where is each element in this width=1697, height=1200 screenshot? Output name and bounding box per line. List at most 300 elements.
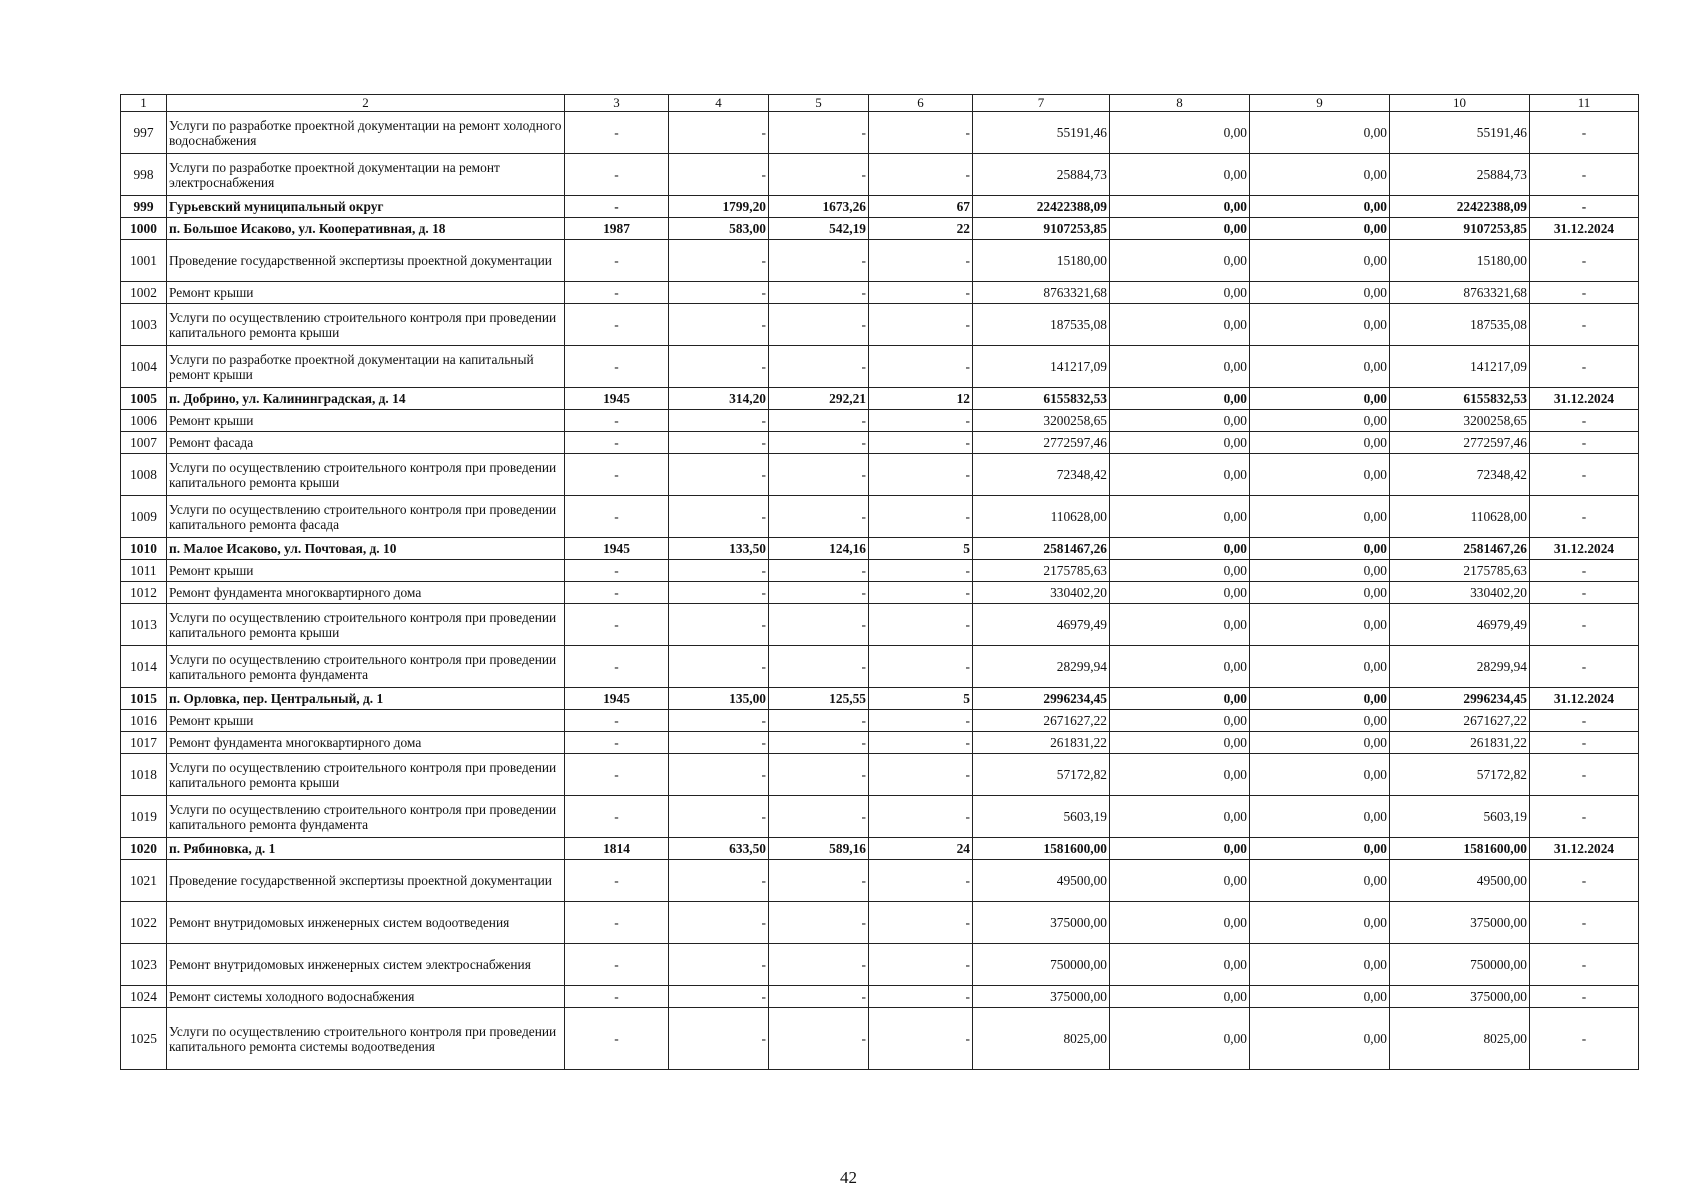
row-number-cell: 1024 [121, 986, 167, 1008]
col8-cost-cell: 0,00 [1110, 796, 1250, 838]
deadline-cell: - [1530, 196, 1639, 218]
year-cell: 1945 [565, 688, 669, 710]
deadline-cell: - [1530, 410, 1639, 432]
residents-cell: - [869, 496, 973, 538]
col8-cost-cell: 0,00 [1110, 196, 1250, 218]
col9-cost-cell: 0,00 [1250, 346, 1390, 388]
col8-cost-cell: 0,00 [1110, 944, 1250, 986]
col8-cost-cell: 0,00 [1110, 646, 1250, 688]
total-area-cell: - [669, 410, 769, 432]
residents-cell: - [869, 432, 973, 454]
total-cost-cell: 25884,73 [973, 154, 1110, 196]
residents-cell: - [869, 944, 973, 986]
total-cost-cell: 141217,09 [973, 346, 1110, 388]
year-cell: - [565, 1008, 669, 1070]
work-name-cell: Услуги по разработке проектной документации на ремонт холодного водоснабжения [167, 112, 565, 154]
row-number-cell: 1017 [121, 732, 167, 754]
total-cost-cell: 8763321,68 [973, 282, 1110, 304]
table-row [121, 496, 1639, 538]
deadline-cell: - [1530, 240, 1639, 282]
col8-cost-cell: 0,00 [1110, 346, 1250, 388]
year-cell: 1814 [565, 838, 669, 860]
living-area-cell: - [769, 732, 869, 754]
row-number-cell: 1001 [121, 240, 167, 282]
header-row [121, 95, 1639, 112]
row-number-cell: 1022 [121, 902, 167, 944]
residents-cell: - [869, 346, 973, 388]
col10-cost-cell: 55191,46 [1390, 112, 1530, 154]
col8-cost-cell: 0,00 [1110, 154, 1250, 196]
col10-cost-cell: 28299,94 [1390, 646, 1530, 688]
col9-cost-cell: 0,00 [1250, 454, 1390, 496]
deadline-cell: - [1530, 796, 1639, 838]
col9-cost-cell: 0,00 [1250, 432, 1390, 454]
col10-cost-cell: 49500,00 [1390, 860, 1530, 902]
year-cell: - [565, 454, 669, 496]
table-row [121, 582, 1639, 604]
row-number-cell: 1007 [121, 432, 167, 454]
col10-cost-cell: 46979,49 [1390, 604, 1530, 646]
col8-cost-cell: 0,00 [1110, 538, 1250, 560]
row-number-cell: 1025 [121, 1008, 167, 1070]
col10-cost-cell: 187535,08 [1390, 304, 1530, 346]
row-number-cell: 1014 [121, 646, 167, 688]
table-row [121, 986, 1639, 1008]
row-number-cell: 1011 [121, 560, 167, 582]
year-cell: - [565, 112, 669, 154]
work-name-cell: Гурьевский муниципальный округ [167, 196, 565, 218]
total-area-cell: - [669, 1008, 769, 1070]
work-name-cell: Ремонт крыши [167, 710, 565, 732]
col9-cost-cell: 0,00 [1250, 282, 1390, 304]
col10-cost-cell: 15180,00 [1390, 240, 1530, 282]
col10-cost-cell: 2671627,22 [1390, 710, 1530, 732]
col9-cost-cell: 0,00 [1250, 388, 1390, 410]
col9-cost-cell: 0,00 [1250, 560, 1390, 582]
table-row [121, 796, 1639, 838]
row-number-cell: 997 [121, 112, 167, 154]
total-cost-cell: 2581467,26 [973, 538, 1110, 560]
year-cell: 1987 [565, 218, 669, 240]
living-area-cell: - [769, 1008, 869, 1070]
col10-cost-cell: 2772597,46 [1390, 432, 1530, 454]
header-cell: 11 [1530, 95, 1639, 112]
col10-cost-cell: 141217,09 [1390, 346, 1530, 388]
col9-cost-cell: 0,00 [1250, 304, 1390, 346]
total-cost-cell: 22422388,09 [973, 196, 1110, 218]
year-cell: - [565, 346, 669, 388]
work-name-cell: Услуги по осуществлению строительного контроля при проведении капитального ремонта крыши [167, 454, 565, 496]
row-number-cell: 1006 [121, 410, 167, 432]
total-cost-cell: 261831,22 [973, 732, 1110, 754]
header-cell: 8 [1110, 95, 1250, 112]
residents-cell: - [869, 1008, 973, 1070]
header-cell: 7 [973, 95, 1110, 112]
work-name-cell: Проведение государственной экспертизы проектной документации [167, 240, 565, 282]
living-area-cell: - [769, 944, 869, 986]
total-area-cell: 633,50 [669, 838, 769, 860]
deadline-cell: - [1530, 496, 1639, 538]
row-number-cell: 1000 [121, 218, 167, 240]
year-cell: - [565, 646, 669, 688]
col9-cost-cell: 0,00 [1250, 838, 1390, 860]
table-row [121, 732, 1639, 754]
total-area-cell: - [669, 346, 769, 388]
table-row [121, 454, 1639, 496]
deadline-cell: - [1530, 646, 1639, 688]
year-cell: - [565, 860, 669, 902]
col9-cost-cell: 0,00 [1250, 240, 1390, 282]
residents-cell: - [869, 154, 973, 196]
header-cell: 5 [769, 95, 869, 112]
header-cell: 9 [1250, 95, 1390, 112]
col8-cost-cell: 0,00 [1110, 240, 1250, 282]
year-cell: 1945 [565, 538, 669, 560]
row-number-cell: 998 [121, 154, 167, 196]
total-cost-cell: 2996234,45 [973, 688, 1110, 710]
row-number-cell: 1023 [121, 944, 167, 986]
deadline-cell: - [1530, 154, 1639, 196]
deadline-cell: - [1530, 902, 1639, 944]
residents-cell: - [869, 732, 973, 754]
total-area-cell: - [669, 604, 769, 646]
total-cost-cell: 55191,46 [973, 112, 1110, 154]
col9-cost-cell: 0,00 [1250, 902, 1390, 944]
deadline-cell: - [1530, 986, 1639, 1008]
col9-cost-cell: 0,00 [1250, 582, 1390, 604]
living-area-cell: 542,19 [769, 218, 869, 240]
header-cell: 4 [669, 95, 769, 112]
living-area-cell: 1673,26 [769, 196, 869, 218]
living-area-cell: 292,21 [769, 388, 869, 410]
col9-cost-cell: 0,00 [1250, 646, 1390, 688]
table-row [121, 154, 1639, 196]
col9-cost-cell: 0,00 [1250, 754, 1390, 796]
col9-cost-cell: 0,00 [1250, 986, 1390, 1008]
work-name-cell: Услуги по осуществлению строительного контроля при проведении капитального ремонта крыши [167, 754, 565, 796]
living-area-cell: - [769, 604, 869, 646]
table-row [121, 710, 1639, 732]
living-area-cell: - [769, 986, 869, 1008]
living-area-cell: - [769, 710, 869, 732]
residents-cell: - [869, 112, 973, 154]
total-cost-cell: 187535,08 [973, 304, 1110, 346]
col10-cost-cell: 2175785,63 [1390, 560, 1530, 582]
col10-cost-cell: 22422388,09 [1390, 196, 1530, 218]
residents-cell: - [869, 282, 973, 304]
deadline-cell: 31.12.2024 [1530, 218, 1639, 240]
table-row [121, 410, 1639, 432]
total-area-cell: - [669, 986, 769, 1008]
total-area-cell: - [669, 646, 769, 688]
living-area-cell: - [769, 754, 869, 796]
deadline-cell: - [1530, 432, 1639, 454]
header-cell: 3 [565, 95, 669, 112]
deadline-cell: - [1530, 604, 1639, 646]
col9-cost-cell: 0,00 [1250, 218, 1390, 240]
deadline-cell: - [1530, 346, 1639, 388]
total-area-cell: 133,50 [669, 538, 769, 560]
table-row [121, 646, 1639, 688]
col10-cost-cell: 330402,20 [1390, 582, 1530, 604]
year-cell: - [565, 560, 669, 582]
col10-cost-cell: 8763321,68 [1390, 282, 1530, 304]
residents-cell: - [869, 902, 973, 944]
col10-cost-cell: 3200258,65 [1390, 410, 1530, 432]
deadline-cell: - [1530, 732, 1639, 754]
year-cell: - [565, 604, 669, 646]
work-name-cell: Услуги по разработке проектной документации на ремонт электроснабжения [167, 154, 565, 196]
year-cell: - [565, 754, 669, 796]
work-name-cell: Ремонт фасада [167, 432, 565, 454]
work-name-cell: Ремонт крыши [167, 560, 565, 582]
row-number-cell: 1002 [121, 282, 167, 304]
total-area-cell: - [669, 454, 769, 496]
col9-cost-cell: 0,00 [1250, 604, 1390, 646]
work-name-cell: Ремонт фундамента многоквартирного дома [167, 732, 565, 754]
total-area-cell: - [669, 560, 769, 582]
col8-cost-cell: 0,00 [1110, 432, 1250, 454]
total-cost-cell: 46979,49 [973, 604, 1110, 646]
table-row [121, 240, 1639, 282]
deadline-cell: 31.12.2024 [1530, 838, 1639, 860]
year-cell: - [565, 944, 669, 986]
total-cost-cell: 330402,20 [973, 582, 1110, 604]
total-cost-cell: 375000,00 [973, 902, 1110, 944]
year-cell: - [565, 196, 669, 218]
col8-cost-cell: 0,00 [1110, 582, 1250, 604]
deadline-cell: - [1530, 1008, 1639, 1070]
header-cell: 1 [121, 95, 167, 112]
living-area-cell: - [769, 154, 869, 196]
living-area-cell: - [769, 454, 869, 496]
table-row [121, 304, 1639, 346]
work-name-cell: п. Добрино, ул. Калининградская, д. 14 [167, 388, 565, 410]
col10-cost-cell: 72348,42 [1390, 454, 1530, 496]
table-row [121, 282, 1639, 304]
row-number-cell: 1019 [121, 796, 167, 838]
total-cost-cell: 6155832,53 [973, 388, 1110, 410]
row-number-cell: 1012 [121, 582, 167, 604]
row-number-cell: 1020 [121, 838, 167, 860]
residents-cell: - [869, 582, 973, 604]
work-name-cell: Услуги по осуществлению строительного контроля при проведении капитального ремонта крыши [167, 304, 565, 346]
work-name-cell: п. Большое Исаково, ул. Кооперативная, д. 18 [167, 218, 565, 240]
table-row [121, 432, 1639, 454]
total-cost-cell: 5603,19 [973, 796, 1110, 838]
table-row [121, 944, 1639, 986]
residents-cell: - [869, 796, 973, 838]
col9-cost-cell: 0,00 [1250, 1008, 1390, 1070]
col9-cost-cell: 0,00 [1250, 732, 1390, 754]
col10-cost-cell: 57172,82 [1390, 754, 1530, 796]
col10-cost-cell: 110628,00 [1390, 496, 1530, 538]
table-row [121, 538, 1639, 560]
col10-cost-cell: 9107253,85 [1390, 218, 1530, 240]
total-cost-cell: 2671627,22 [973, 710, 1110, 732]
col8-cost-cell: 0,00 [1110, 732, 1250, 754]
living-area-cell: - [769, 796, 869, 838]
year-cell: - [565, 410, 669, 432]
row-number-cell: 1003 [121, 304, 167, 346]
header-cell: 10 [1390, 95, 1530, 112]
living-area-cell: - [769, 112, 869, 154]
row-number-cell: 1018 [121, 754, 167, 796]
works-table [120, 94, 1639, 1070]
total-area-cell: - [669, 240, 769, 282]
total-cost-cell: 110628,00 [973, 496, 1110, 538]
deadline-cell: - [1530, 112, 1639, 154]
col8-cost-cell: 0,00 [1110, 218, 1250, 240]
living-area-cell: - [769, 560, 869, 582]
deadline-cell: - [1530, 710, 1639, 732]
residents-cell: - [869, 710, 973, 732]
residents-cell: - [869, 986, 973, 1008]
col8-cost-cell: 0,00 [1110, 388, 1250, 410]
work-name-cell: Проведение государственной экспертизы проектной документации [167, 860, 565, 902]
year-cell: - [565, 582, 669, 604]
row-number-cell: 1015 [121, 688, 167, 710]
living-area-cell: - [769, 646, 869, 688]
col9-cost-cell: 0,00 [1250, 688, 1390, 710]
work-name-cell: Ремонт системы холодного водоснабжения [167, 986, 565, 1008]
row-number-cell: 1009 [121, 496, 167, 538]
table-row [121, 902, 1639, 944]
living-area-cell: - [769, 496, 869, 538]
row-number-cell: 1013 [121, 604, 167, 646]
col8-cost-cell: 0,00 [1110, 1008, 1250, 1070]
total-area-cell: - [669, 304, 769, 346]
work-name-cell: Услуги по осуществлению строительного контроля при проведении капитального ремонта фундамента [167, 646, 565, 688]
col9-cost-cell: 0,00 [1250, 944, 1390, 986]
residents-cell: - [869, 240, 973, 282]
col10-cost-cell: 2581467,26 [1390, 538, 1530, 560]
living-area-cell: - [769, 410, 869, 432]
total-cost-cell: 72348,42 [973, 454, 1110, 496]
table-row [121, 1008, 1639, 1070]
work-name-cell: п. Орловка, пер. Центральный, д. 1 [167, 688, 565, 710]
table-row [121, 838, 1639, 860]
row-number-cell: 1004 [121, 346, 167, 388]
deadline-cell: - [1530, 944, 1639, 986]
col9-cost-cell: 0,00 [1250, 196, 1390, 218]
table-row [121, 560, 1639, 582]
total-cost-cell: 9107253,85 [973, 218, 1110, 240]
total-cost-cell: 15180,00 [973, 240, 1110, 282]
residents-cell: - [869, 860, 973, 902]
year-cell: - [565, 496, 669, 538]
col10-cost-cell: 5603,19 [1390, 796, 1530, 838]
row-number-cell: 1008 [121, 454, 167, 496]
total-area-cell: - [669, 154, 769, 196]
col8-cost-cell: 0,00 [1110, 560, 1250, 582]
deadline-cell: - [1530, 454, 1639, 496]
total-area-cell: 135,00 [669, 688, 769, 710]
year-cell: - [565, 154, 669, 196]
col9-cost-cell: 0,00 [1250, 112, 1390, 154]
residents-cell: 22 [869, 218, 973, 240]
total-area-cell: - [669, 860, 769, 902]
living-area-cell: - [769, 860, 869, 902]
total-area-cell: 583,00 [669, 218, 769, 240]
total-cost-cell: 2175785,63 [973, 560, 1110, 582]
work-name-cell: п. Рябиновка, д. 1 [167, 838, 565, 860]
col8-cost-cell: 0,00 [1110, 902, 1250, 944]
living-area-cell: 589,16 [769, 838, 869, 860]
living-area-cell: - [769, 902, 869, 944]
col9-cost-cell: 0,00 [1250, 538, 1390, 560]
living-area-cell: 125,55 [769, 688, 869, 710]
living-area-cell: - [769, 432, 869, 454]
row-number-cell: 1016 [121, 710, 167, 732]
total-area-cell: - [669, 112, 769, 154]
work-name-cell: Ремонт внутридомовых инженерных систем водоотведения [167, 902, 565, 944]
work-name-cell: Услуги по осуществлению строительного контроля при проведении капитального ремонта фундамента [167, 796, 565, 838]
total-area-cell: 314,20 [669, 388, 769, 410]
residents-cell: 12 [869, 388, 973, 410]
page-number: 42 [840, 1168, 857, 1187]
col8-cost-cell: 0,00 [1110, 604, 1250, 646]
year-cell: - [565, 282, 669, 304]
deadline-cell: - [1530, 860, 1639, 902]
year-cell: - [565, 732, 669, 754]
residents-cell: 5 [869, 688, 973, 710]
table-row [121, 346, 1639, 388]
total-area-cell: - [669, 732, 769, 754]
residents-cell: - [869, 560, 973, 582]
year-cell: 1945 [565, 388, 669, 410]
total-area-cell: - [669, 710, 769, 732]
work-name-cell: Услуги по осуществлению строительного контроля при проведении капитального ремонта крыши [167, 604, 565, 646]
deadline-cell: 31.12.2024 [1530, 688, 1639, 710]
total-area-cell: - [669, 582, 769, 604]
total-cost-cell: 28299,94 [973, 646, 1110, 688]
col8-cost-cell: 0,00 [1110, 986, 1250, 1008]
total-area-cell: - [669, 796, 769, 838]
table-row [121, 388, 1639, 410]
total-area-cell: 1799,20 [669, 196, 769, 218]
work-name-cell: Услуги по осуществлению строительного контроля при проведении капитального ремонта системы водоотведения [167, 1008, 565, 1070]
living-area-cell: - [769, 282, 869, 304]
total-cost-cell: 1581600,00 [973, 838, 1110, 860]
col10-cost-cell: 25884,73 [1390, 154, 1530, 196]
col8-cost-cell: 0,00 [1110, 112, 1250, 154]
year-cell: - [565, 240, 669, 282]
total-cost-cell: 8025,00 [973, 1008, 1110, 1070]
col10-cost-cell: 6155832,53 [1390, 388, 1530, 410]
table-row [121, 218, 1639, 240]
year-cell: - [565, 986, 669, 1008]
col10-cost-cell: 8025,00 [1390, 1008, 1530, 1070]
table-row [121, 860, 1639, 902]
deadline-cell: 31.12.2024 [1530, 538, 1639, 560]
row-number-cell: 999 [121, 196, 167, 218]
living-area-cell: - [769, 304, 869, 346]
total-area-cell: - [669, 282, 769, 304]
year-cell: - [565, 432, 669, 454]
living-area-cell: - [769, 240, 869, 282]
table-row [121, 112, 1639, 154]
col10-cost-cell: 375000,00 [1390, 986, 1530, 1008]
work-name-cell: Ремонт крыши [167, 282, 565, 304]
col8-cost-cell: 0,00 [1110, 860, 1250, 902]
year-cell: - [565, 796, 669, 838]
header-cell: 6 [869, 95, 973, 112]
residents-cell: 5 [869, 538, 973, 560]
deadline-cell: - [1530, 754, 1639, 796]
col8-cost-cell: 0,00 [1110, 688, 1250, 710]
residents-cell: - [869, 410, 973, 432]
